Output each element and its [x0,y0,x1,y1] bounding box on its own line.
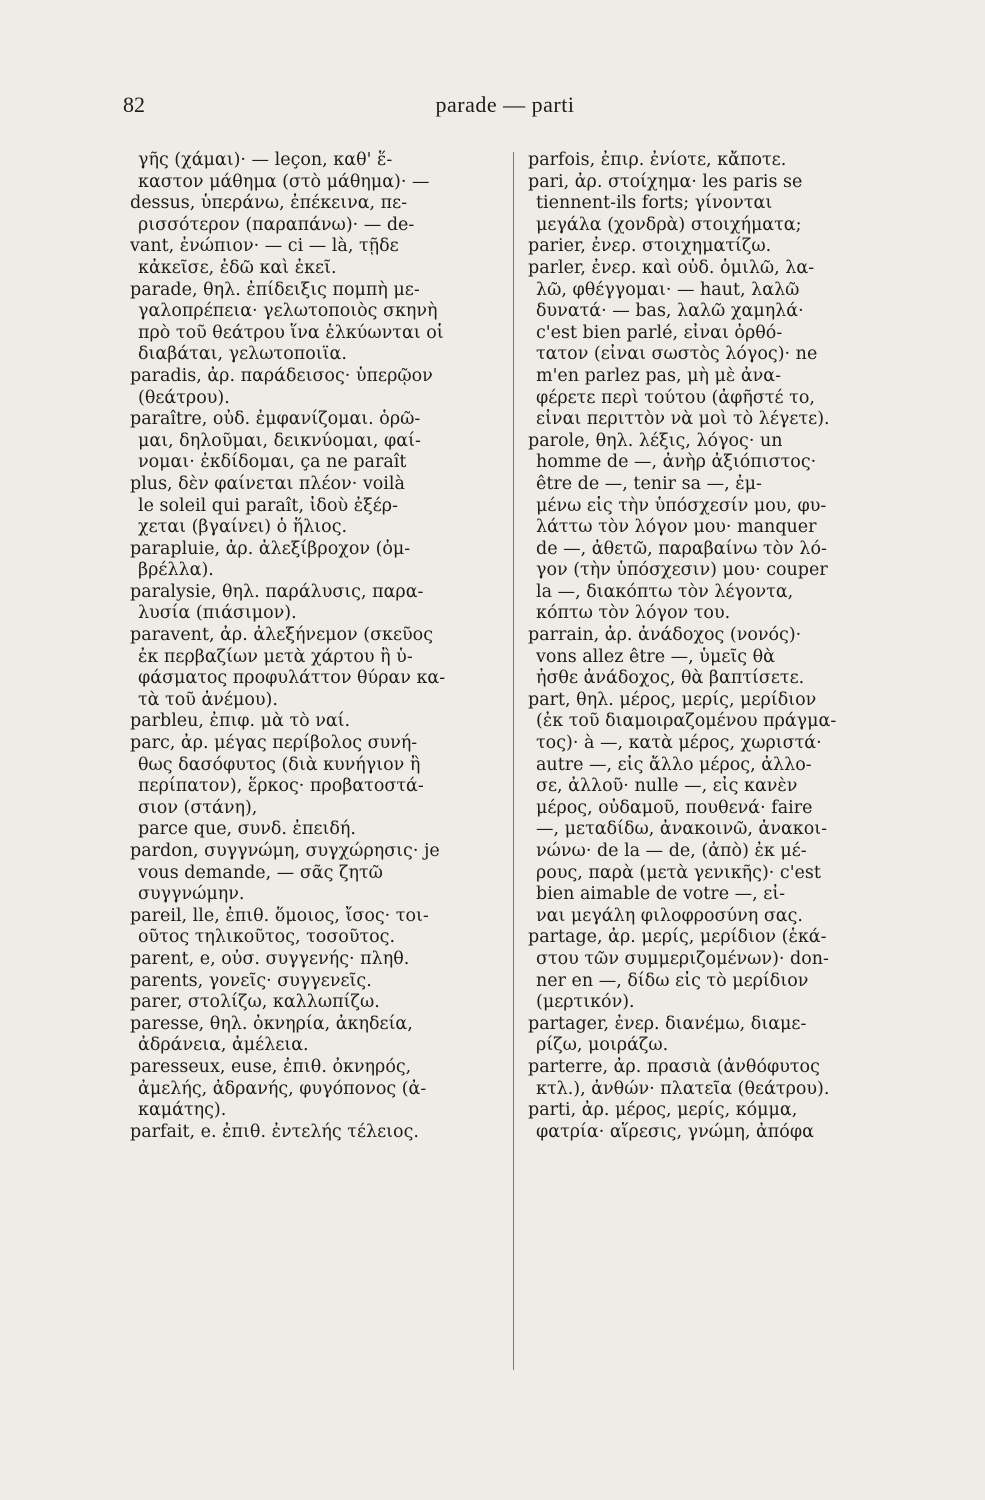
dictionary-line: κόπτω τὸν λόγον του. [536,603,731,624]
dictionary-line: ρους, παρὰ (μετὰ γενικῆς)· c'est [536,862,821,883]
dictionary-line: c'est bien parlé, εἶναι ὀρθό- [536,322,783,343]
dictionary-line: parce que, συνδ. ἐπειδή. [138,819,356,840]
dictionary-line: γον (τὴν ὑπόσχεσιν) μου· couper [536,560,828,581]
dictionary-line: parler, ἐνερ. καὶ οὐδ. ὁμιλῶ, λα- [528,257,815,278]
dictionary-line: περίπατον), ἕρκος· προβατοστά- [138,776,424,797]
dictionary-line: paresse, θηλ. ὀκνηρία, ἀκηδεία, [130,1013,413,1034]
dictionary-line: la —, διακόπτω τὸν λέγοντα, [536,581,794,602]
dictionary-line: parer, στολίζω, καλλωπίζω. [130,992,380,1013]
dictionary-line: paralysie, θηλ. παράλυσις, παρα- [130,581,424,602]
running-head: parade — parti [435,92,575,117]
dictionary-line: partage, ἀρ. μερίς, μερίδιον (ἑκά- [528,927,827,948]
dictionary-line: autre —, εἰς ἄλλο μέρος, ἀλλο- [536,754,812,775]
dictionary-line: καστον μάθημα (στὸ μάθημα)· — [138,171,430,192]
dictionary-line: ἐκ περβαζίων μετὰ χάρτου ἢ ὑ- [138,646,413,667]
dictionary-line: διαβάται, γελωτοποιΐα. [138,344,347,365]
dictionary-line: τος)· à —, κατὰ μέρος, χωριστά· [536,733,822,754]
dictionary-line: tiennent-ils forts; γίνονται [536,193,773,214]
dictionary-line: parents, γονεῖς· συγγενεῖς. [130,970,372,991]
dictionary-line: εἶναι περιττὸν νὰ μοὶ τὸ λέγετε). [536,409,830,430]
dictionary-line: ner en —, δίδω εἰς τὸ μερίδιον [536,970,809,991]
dictionary-line: plus, δὲν φαίνεται πλέον· voilà [130,473,405,494]
dictionary-line: ἀμελής, ἀδρανής, φυγόπονος (ἀ- [138,1078,427,1099]
dictionary-line: paradis, ἀρ. παράδεισος· ὑπερῷον [130,365,433,386]
dictionary-line: φέρετε περὶ τούτου (ἀφῆστέ το, [536,387,815,408]
dictionary-line: m'en parlez pas, μὴ μὲ ἀνα- [536,365,782,386]
dictionary-line: ρίζω, μοιράζω. [536,1035,669,1056]
dictionary-line: λῶ, φθέγγομαι· — haut, λαλῶ [536,279,800,300]
dictionary-line: vons allez être —, ὑμεῖς θὰ [536,646,775,667]
dictionary-line: partager, ἐνερ. διανέμω, διαμε- [528,1013,807,1034]
dictionary-line: θως δασόφυτος (διὰ κυνήγιον ἢ [138,754,421,775]
dictionary-line: ἦσθε ἀνάδοχος, θὰ βαπτίσετε. [536,668,805,689]
dictionary-line: σε, ἀλλοῦ· nulle —, εἰς κανὲν [536,776,798,797]
dictionary-line: vant, ἐνώπιον· — ci — là, τῇδε [130,236,399,257]
dictionary-line: parole, θηλ. λέξις, λόγος· un [528,430,783,451]
dictionary-line: τατον (εἶναι σωστὸς λόγος)· ne [536,344,818,365]
left-column [130,150,505,1143]
page-header [0,92,985,124]
dictionary-line: parbleu, ἐπιφ. μὰ τὸ ναί. [130,711,351,732]
page-number: 82 [123,92,145,117]
dictionary-line: καμάτης). [138,1100,227,1121]
dictionary-line: (θεάτρου). [138,387,230,408]
dictionary-line: λυσία (πιάσιμον). [138,603,297,624]
dictionary-line: δυνατά· — bas, λαλῶ χαμηλά· [536,301,804,322]
dictionary-line: κἀκεῖσε, ἐδῶ καὶ ἐκεῖ. [138,257,337,278]
dictionary-line: le soleil qui paraît, ἰδοὺ ἐξέρ- [138,495,398,516]
dictionary-line: parier, ἐνερ. στοιχηματίζω. [528,236,772,257]
dictionary-line: parc, ἀρ. μέγας περίβολος συνή- [130,733,418,754]
dictionary-line: νώνω· de la — de, (ἀπὸ) ἐκ μέ- [536,841,807,861]
dictionary-line: χεται (βγαίνει) ὁ ἥλιος. [138,517,348,538]
dictionary-line: pari, ἀρ. στοίχημα· les paris se [528,171,803,192]
dictionary-line: (μερτικόν). [536,992,635,1013]
dictionary-line: vous demande, — σᾶς ζητῶ [138,862,383,883]
dictionary-line: στου τῶν συμμεριζομένων)· don- [536,948,829,969]
dictionary-line: parrain, ἀρ. ἀνάδοχος (νονός)· [528,625,802,646]
dictionary-line: parade, θηλ. ἐπίδειξις πομπὴ με- [130,279,420,300]
dictionary-line: ναι μεγάλη φιλοφροσύνη σας. [536,905,803,926]
right-column [528,150,903,1143]
dictionary-line: γῆς (χάμαι)· — leçon, καθ' ἕ- [138,150,393,170]
dictionary-line: λάττω τὸν λόγον μου· manquer [536,517,817,538]
dictionary-line: σιον (στάνη), [138,797,258,818]
dictionary-line: γαλοπρέπεια· γελωτοποιὸς σκηνὴ [138,301,438,322]
dictionary-line: pardon, συγγνώμη, συγχώρησις· je [130,841,440,861]
dictionary-line: μεγάλα (χονδρὰ) στοιχήματα; [536,214,802,235]
dictionary-line: (ἐκ τοῦ διαμοιραζομένου πράγμα- [536,711,837,732]
dictionary-line: ρισσότερον (παραπάνω)· — de- [138,214,415,235]
dictionary-line: parti, ἀρ. μέρος, μερίς, κόμμα, [528,1100,798,1121]
dictionary-line: κτλ.), ἀνθών· πλατεῖα (θεάτρου). [536,1078,830,1099]
dictionary-line: être de —, tenir sa —, ἐμ- [536,473,762,494]
dictionary-line: dessus, ὑπεράνω, ἐπέκεινα, πε- [130,193,408,214]
dictionary-line: paraître, οὐδ. ἐμφανίζομαι. ὁρῶ- [130,409,421,430]
dictionary-line: φατρία· αἵρεσις, γνώμη, ἀπόφα [536,1121,814,1142]
dictionary-line: paravent, ἀρ. ἀλεξήνεμον (σκεῦος [130,625,434,646]
dictionary-line: οῦτος τηλικοῦτος, τοσοῦτος. [138,927,396,948]
dictionary-line: βρέλλα). [138,560,214,581]
dictionary-line: parterre, ἀρ. πρασιὰ (ἀνθόφυτος [528,1056,820,1077]
dictionary-line: parfois, ἐπιρ. ἐνίοτε, κἄποτε. [528,150,787,170]
dictionary-line: μέρος, οὐδαμοῦ, πουθενά· faire [536,797,813,818]
dictionary-line: parfait, e. ἐπιθ. ἐντελής τέλειος. [130,1121,419,1142]
dictionary-line: πρὸ τοῦ θεάτρου ἵνα ἑλκύωνται οἱ [138,322,444,343]
dictionary-line: ἀδράνεια, ἀμέλεια. [138,1035,309,1056]
dictionary-line: de —, ἀθετῶ, παραβαίνω τὸν λό- [536,538,827,559]
dictionary-line: pareil, lle, ἐπιθ. ὅμοιος, ἴσος· τοι- [130,905,429,926]
dictionary-line: τὰ τοῦ ἀνέμου). [138,689,278,710]
dictionary-line: part, θηλ. μέρος, μερίς, μερίδιον [528,689,817,710]
dictionary-line: parapluie, ἀρ. ἀλεξίβροχον (ὀμ- [130,538,411,559]
dictionary-line: μαι, δηλοῦμαι, δεικνύομαι, φαί- [138,430,421,451]
dictionary-line: φάσματος προφυλάττον θύραν κα- [138,668,446,689]
dictionary-line: νομαι· ἐκδίδομαι, ça ne paraît [138,452,407,473]
dictionary-line: parent, e, οὐσ. συγγενής· πληθ. [130,948,410,969]
dictionary-line: μένω εἰς τὴν ὑπόσχεσίν μου, φυ- [536,495,827,516]
dictionary-line: bien aimable de votre —, εἶ- [536,884,786,905]
dictionary-line: homme de —, ἀνὴρ ἀξιόπιστος· [536,452,817,473]
dictionary-line: —, μεταδίδω, ἀνακοινῶ, ἀνακοι- [536,819,828,840]
dictionary-line: συγγνώμην. [138,884,245,905]
column-divider [513,152,514,1370]
dictionary-line: paresseux, euse, ἐπιθ. ὀκνηρός, [130,1056,412,1077]
